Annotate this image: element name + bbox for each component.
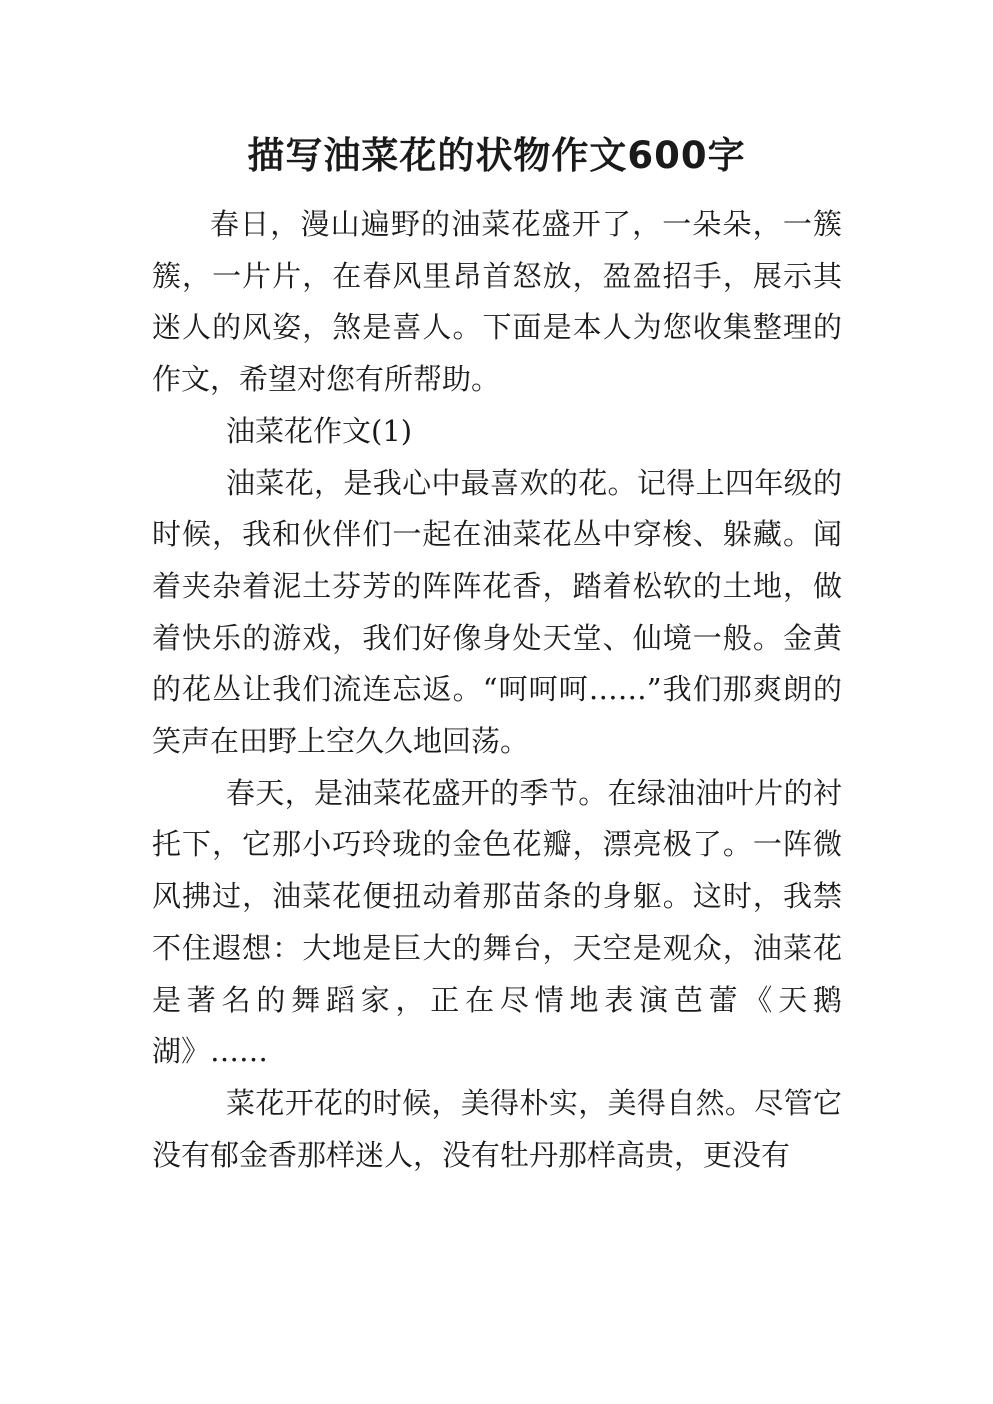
section-heading: 油菜花作文(1) [226,413,413,448]
body-paragraph: 油菜花，是我心中最喜欢的花。记得上四年级的时候，我和伙伴们一起在油菜花丛中穿梭、躲藏。闻着夹杂着泥土芬芳的阵阵花香，踏着松软的土地，做着快乐的游戏，我们好像身处天堂、仙境一般。金黄的花丛让我们流连忘返。“呵呵呵……”我们那爽朗的笑声在田野上空久久地回荡。 [152,465,842,759]
document-body [152,199,842,1181]
document-title: 描写油菜花的状物作文600字 [247,134,746,177]
body-paragraph: 春天，是油菜花盛开的季节。在绿油油叶片的衬托下，它那小巧玲珑的金色花瓣，漂亮极了。一阵微风拂过，油菜花便扭动着那苗条的身躯。这时，我禁不住遐想：大地是巨大的舞台，天空是观众，油菜花是著名的舞蹈家，正在尽情地表演芭蕾《天鹅湖》…… [152,775,842,1069]
body-paragraph: 菜花开花的时候，美得朴实，美得自然。尽管它没有郁金香那样迷人，没有牡丹那样高贵，更没有 [152,1085,842,1172]
intro-paragraph: 春日，漫山遍野的油菜花盛开了，一朵朵，一簇簇，一片片，在春风里昂首怒放，盈盈招手，展示其迷人的风姿，煞是喜人。下面是本人为您收集整理的作文，希望对您有所帮助。 [152,207,842,397]
